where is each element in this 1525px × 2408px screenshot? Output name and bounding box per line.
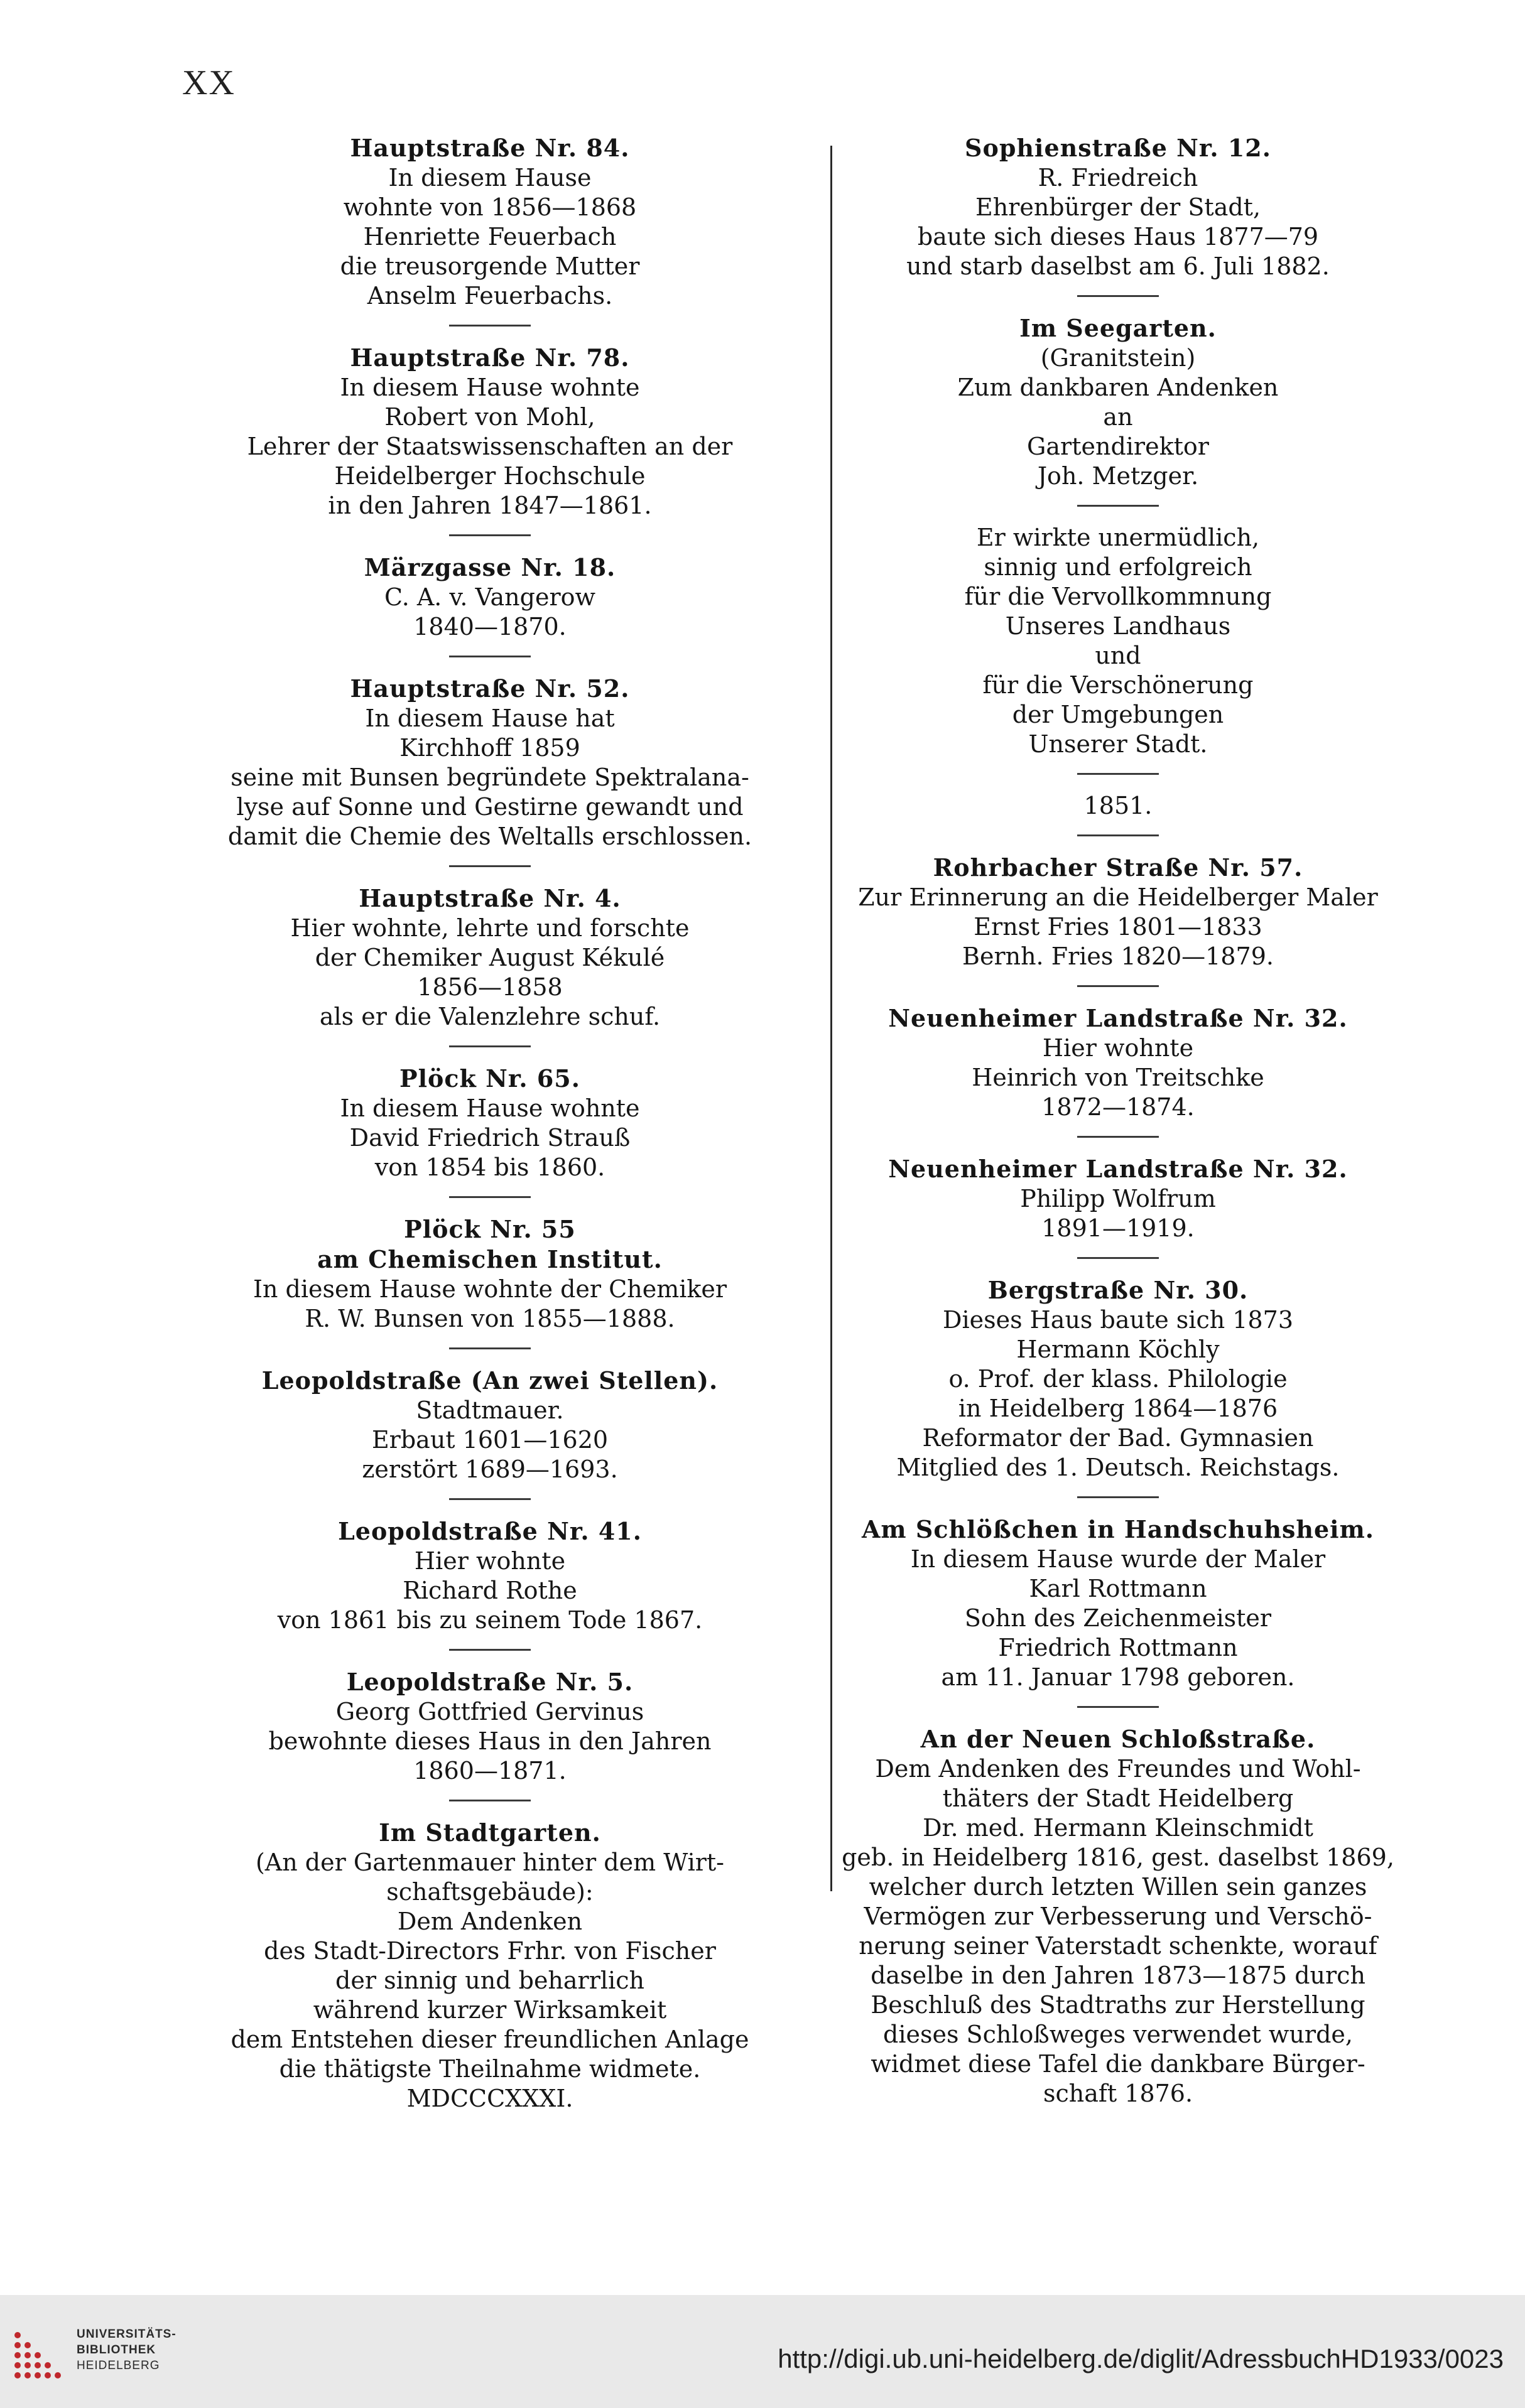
entry-line: damit die Chemie des Weltalls erschlossen. (227, 823, 752, 850)
entry-separator (449, 534, 531, 536)
entry-line: Ehrenbürger der Stadt, (975, 193, 1261, 221)
inscription-entry (829, 791, 1407, 821)
entry-line: Dem Andenken des Freundes und Wohl- (875, 1755, 1361, 1783)
source-url-link[interactable]: http://digi.ub.uni-heidelberg.de/diglit/AdressbuchHD1933/0023 (778, 2344, 1504, 2373)
entry-separator (449, 1649, 531, 1651)
left-column (188, 133, 791, 2127)
entry-line: In diesem Hause wurde der Maler (910, 1545, 1326, 1573)
inscription-entry (188, 553, 791, 642)
entry-heading: Bergstraße Nr. 30. (987, 1276, 1249, 1304)
inscription-entry (188, 1818, 791, 2114)
entry-heading: Rohrbacher Straße Nr. 57. (933, 853, 1303, 882)
inscription-entry (829, 523, 1407, 759)
entry-line: Hermann Köchly (1016, 1336, 1220, 1363)
entry-line: Stadtmauer. (416, 1396, 564, 1424)
inscription-entry (188, 1064, 791, 1182)
entry-line: für die Verschönerung (982, 671, 1254, 699)
entry-line: wohnte von 1856—1868 (343, 193, 637, 221)
logo-text-line: HEIDELBERG (77, 2359, 160, 2372)
entry-separator (1077, 1136, 1159, 1138)
entry-separator (449, 325, 531, 327)
right-column (829, 133, 1407, 2122)
entry-line: Bernh. Fries 1820—1879. (962, 942, 1274, 970)
entry-line: lyse auf Sonne und Gestirne gewandt und (236, 793, 744, 821)
entry-line: nerung seiner Vaterstadt schenkte, worauf (859, 1932, 1377, 1960)
entry-separator (449, 865, 531, 867)
entry-heading: Leopoldstraße Nr. 41. (338, 1517, 642, 1545)
entry-line: Karl Rottmann (1029, 1575, 1207, 1602)
logo-text-line: UNIVERSITÄTS- (77, 2328, 176, 2341)
entry-line: schaftsgebäude): (386, 1878, 594, 1906)
entry-separator (1077, 985, 1159, 987)
entry-heading: Plöck Nr. 55 (404, 1215, 576, 1243)
entry-heading: Im Seegarten. (1019, 314, 1217, 342)
entry-heading: Am Schlößchen in Handschuhsheim. (861, 1515, 1375, 1543)
entry-line: o. Prof. der klass. Philologie (948, 1365, 1288, 1393)
entry-line: Mitglied des 1. Deutsch. Reichstags. (896, 1454, 1340, 1481)
inscription-entry (188, 343, 791, 521)
entry-line: daselbe in den Jahren 1873—1875 durch (871, 1962, 1365, 1989)
entry-separator (1077, 1257, 1159, 1259)
entry-line: Philipp Wolfrum (1020, 1185, 1216, 1212)
entry-line: und (1095, 642, 1141, 669)
entry-separator (449, 1800, 531, 1801)
entry-line: sinnig und erfolgreich (984, 553, 1252, 581)
entry-line: bewohnte dieses Haus in den Jahren (268, 1727, 712, 1755)
entry-heading: Neuenheimer Landstraße Nr. 32. (888, 1155, 1348, 1183)
inscription-entry (188, 1366, 791, 1484)
inscription-entry (829, 133, 1407, 281)
entry-separator (449, 1196, 531, 1198)
entry-separator (449, 1045, 531, 1047)
entry-line: welcher durch letzten Willen sein ganzes (869, 1873, 1367, 1901)
entry-line: der Chemiker August Kékulé (315, 944, 665, 971)
entry-separator (449, 1347, 531, 1349)
entry-line: In diesem Hause (388, 164, 592, 192)
entry-line: 1851. (1083, 792, 1153, 819)
inscription-entry (188, 883, 791, 1032)
entry-line: dem Entstehen dieser freundlichen Anlage (231, 2026, 749, 2053)
entry-line: In diesem Hause hat (365, 705, 615, 732)
entry-line: Hier wohnte (414, 1547, 566, 1575)
entry-line: In diesem Hause wohnte der Chemiker (252, 1275, 727, 1303)
entry-line: Unseres Landhaus (1005, 612, 1231, 640)
entry-line: Richard Rothe (403, 1577, 577, 1604)
entry-line: Heidelberger Hochschule (334, 462, 646, 490)
entry-line: Henriette Feuerbach (363, 223, 617, 251)
entry-line: widmet diese Tafel die dankbare Bürger- (871, 2050, 1365, 2078)
entry-line: Vermögen zur Verbesserung und Verschö- (864, 1903, 1372, 1930)
entry-line: während kurzer Wirksamkeit (313, 1996, 667, 2024)
entry-line: der Umgebungen (1012, 701, 1224, 728)
entry-heading: Im Stadtgarten. (379, 1818, 601, 1847)
inscription-entry (829, 1275, 1407, 1482)
entry-line: (An der Gartenmauer hinter dem Wirt- (255, 1849, 725, 1876)
entry-heading: Märzgasse Nr. 18. (364, 553, 616, 581)
entry-line: am 11. Januar 1798 geboren. (941, 1663, 1295, 1691)
entry-line: C. A. v. Vangerow (384, 583, 596, 611)
entry-line: von 1854 bis 1860. (374, 1153, 605, 1181)
entry-line: Dem Andenken (397, 1908, 583, 1935)
entry-line: Dieses Haus baute sich 1873 (942, 1306, 1293, 1334)
inscription-entry (829, 853, 1407, 971)
entry-line: Lehrer der Staatswissenschaften an der (247, 433, 733, 460)
entry-line: R. W. Bunsen von 1855—1888. (305, 1305, 675, 1332)
entry-separator (1077, 1706, 1159, 1708)
entry-line: Kirchhoff 1859 (399, 734, 580, 762)
entry-line: Zur Erinnerung an die Heidelberger Maler (858, 883, 1378, 911)
entry-line: des Stadt-Directors Frhr. von Fischer (264, 1937, 716, 1965)
entry-line: von 1861 bis zu seinem Tode 1867. (277, 1606, 703, 1634)
entry-separator (449, 656, 531, 657)
entry-heading: Hauptstraße Nr. 84. (350, 134, 630, 162)
entry-line: die thätigste Theilnahme widmete. (279, 2055, 701, 2083)
entry-separator (1077, 295, 1159, 297)
entry-line: Robert von Mohl, (384, 403, 595, 431)
entry-line: als er die Valenzlehre schuf. (319, 1003, 661, 1030)
page-number: XX (182, 63, 236, 102)
inscription-entry (829, 1003, 1407, 1122)
entry-line: Er wirkte unermüdlich, (976, 524, 1260, 551)
entry-line: (Granitstein) (1040, 344, 1196, 372)
entry-separator (1077, 1496, 1159, 1498)
entry-separator (1077, 505, 1159, 507)
entry-line: Friedrich Rottmann (998, 1634, 1238, 1661)
entry-line: Hier wohnte (1042, 1034, 1194, 1062)
entry-heading: An der Neuen Schloßstraße. (920, 1725, 1316, 1753)
entry-line: Erbaut 1601—1620 (371, 1426, 609, 1454)
footer-bar (0, 2295, 1525, 2408)
entry-line: Joh. Metzger. (1037, 462, 1199, 490)
entry-line: Gartendirektor (1027, 433, 1209, 460)
entry-line: Unserer Stadt. (1028, 730, 1208, 758)
entry-heading: Plöck Nr. 65. (399, 1064, 580, 1093)
entry-line: Heinrich von Treitschke (972, 1064, 1264, 1091)
entry-line: Georg Gottfried Gervinus (335, 1698, 644, 1725)
entry-line: dieses Schloßweges verwendet wurde, (883, 2021, 1353, 2048)
entry-subheading: am Chemischen Institut. (317, 1245, 663, 1273)
entry-line: schaft 1876. (1043, 2080, 1193, 2107)
entry-line: In diesem Hause wohnte (340, 374, 640, 401)
logo-text-line: BIBLIOTHEK (77, 2343, 156, 2357)
entry-line: in Heidelberg 1864—1876 (958, 1395, 1278, 1422)
entry-heading: Leopoldstraße Nr. 5. (346, 1668, 634, 1696)
entry-line: baute sich dieses Haus 1877—79 (917, 223, 1319, 251)
entry-line: thäters der Stadt Heidelberg (942, 1784, 1294, 1812)
entry-line: R. Friedreich (1038, 164, 1198, 192)
entry-line: seine mit Bunsen begründete Spektralana- (231, 764, 749, 791)
inscription-entry (188, 1667, 791, 1786)
inscription-entry (829, 1724, 1407, 2108)
entry-separator (1077, 773, 1159, 775)
entry-line: Hier wohnte, lehrte und forschte (290, 914, 690, 942)
inscription-entry (188, 1214, 791, 1334)
entry-line: und starb daselbst am 6. Juli 1882. (906, 252, 1330, 280)
entry-line: Anselm Feuerbachs. (367, 282, 613, 310)
entry-heading: Sophienstraße Nr. 12. (965, 134, 1271, 162)
inscription-entry (188, 674, 791, 851)
entry-separator (449, 1498, 531, 1500)
inscription-entry (829, 313, 1407, 491)
entry-line: Reformator der Bad. Gymnasien (922, 1424, 1314, 1452)
entry-heading: Hauptstraße Nr. 78. (350, 343, 630, 372)
entry-line: 1891—1919. (1041, 1214, 1195, 1242)
inscription-entry (829, 1154, 1407, 1243)
entry-line: die treusorgende Mutter (340, 252, 640, 280)
inscription-entry (188, 1516, 791, 1635)
entry-heading: Leopoldstraße (An zwei Stellen). (261, 1366, 719, 1395)
entry-heading: Neuenheimer Landstraße Nr. 32. (888, 1004, 1348, 1032)
entry-line: Sohn des Zeichenmeister (964, 1604, 1272, 1632)
entry-line: David Friedrich Strauß (349, 1124, 631, 1152)
library-logo-icon (11, 2329, 69, 2387)
entry-line: In diesem Hause wohnte (340, 1094, 640, 1122)
entry-line: an (1103, 403, 1133, 431)
entry-line: geb. in Heidelberg 1816, gest. daselbst 1869, (842, 1844, 1394, 1871)
entry-heading: Hauptstraße Nr. 52. (350, 674, 630, 703)
entry-line: 1872—1874. (1041, 1093, 1195, 1121)
entry-line: MDCCCXXXI. (406, 2085, 573, 2112)
inscription-entry (188, 133, 791, 311)
entry-separator (1077, 834, 1159, 836)
inscription-entry (829, 1514, 1407, 1692)
entry-line: 1840—1870. (413, 613, 567, 640)
entry-line: 1856—1858 (417, 973, 563, 1001)
entry-line: Beschluß des Stadtraths zur Herstellung (871, 1991, 1365, 2019)
entry-line: der sinnig und beharrlich (335, 1967, 644, 1994)
entry-line: für die Vervollkommnung (964, 583, 1272, 610)
entry-heading: Hauptstraße Nr. 4. (359, 884, 621, 912)
entry-line: 1860—1871. (413, 1757, 567, 1784)
entry-line: Ernst Fries 1801—1833 (974, 913, 1262, 941)
entry-line: Zum dankbaren Andenken (957, 374, 1279, 401)
entry-line: Dr. med. Hermann Kleinschmidt (923, 1814, 1313, 1842)
entry-line: zerstört 1689—1693. (362, 1455, 618, 1483)
entry-line: in den Jahren 1847—1861. (328, 492, 652, 519)
